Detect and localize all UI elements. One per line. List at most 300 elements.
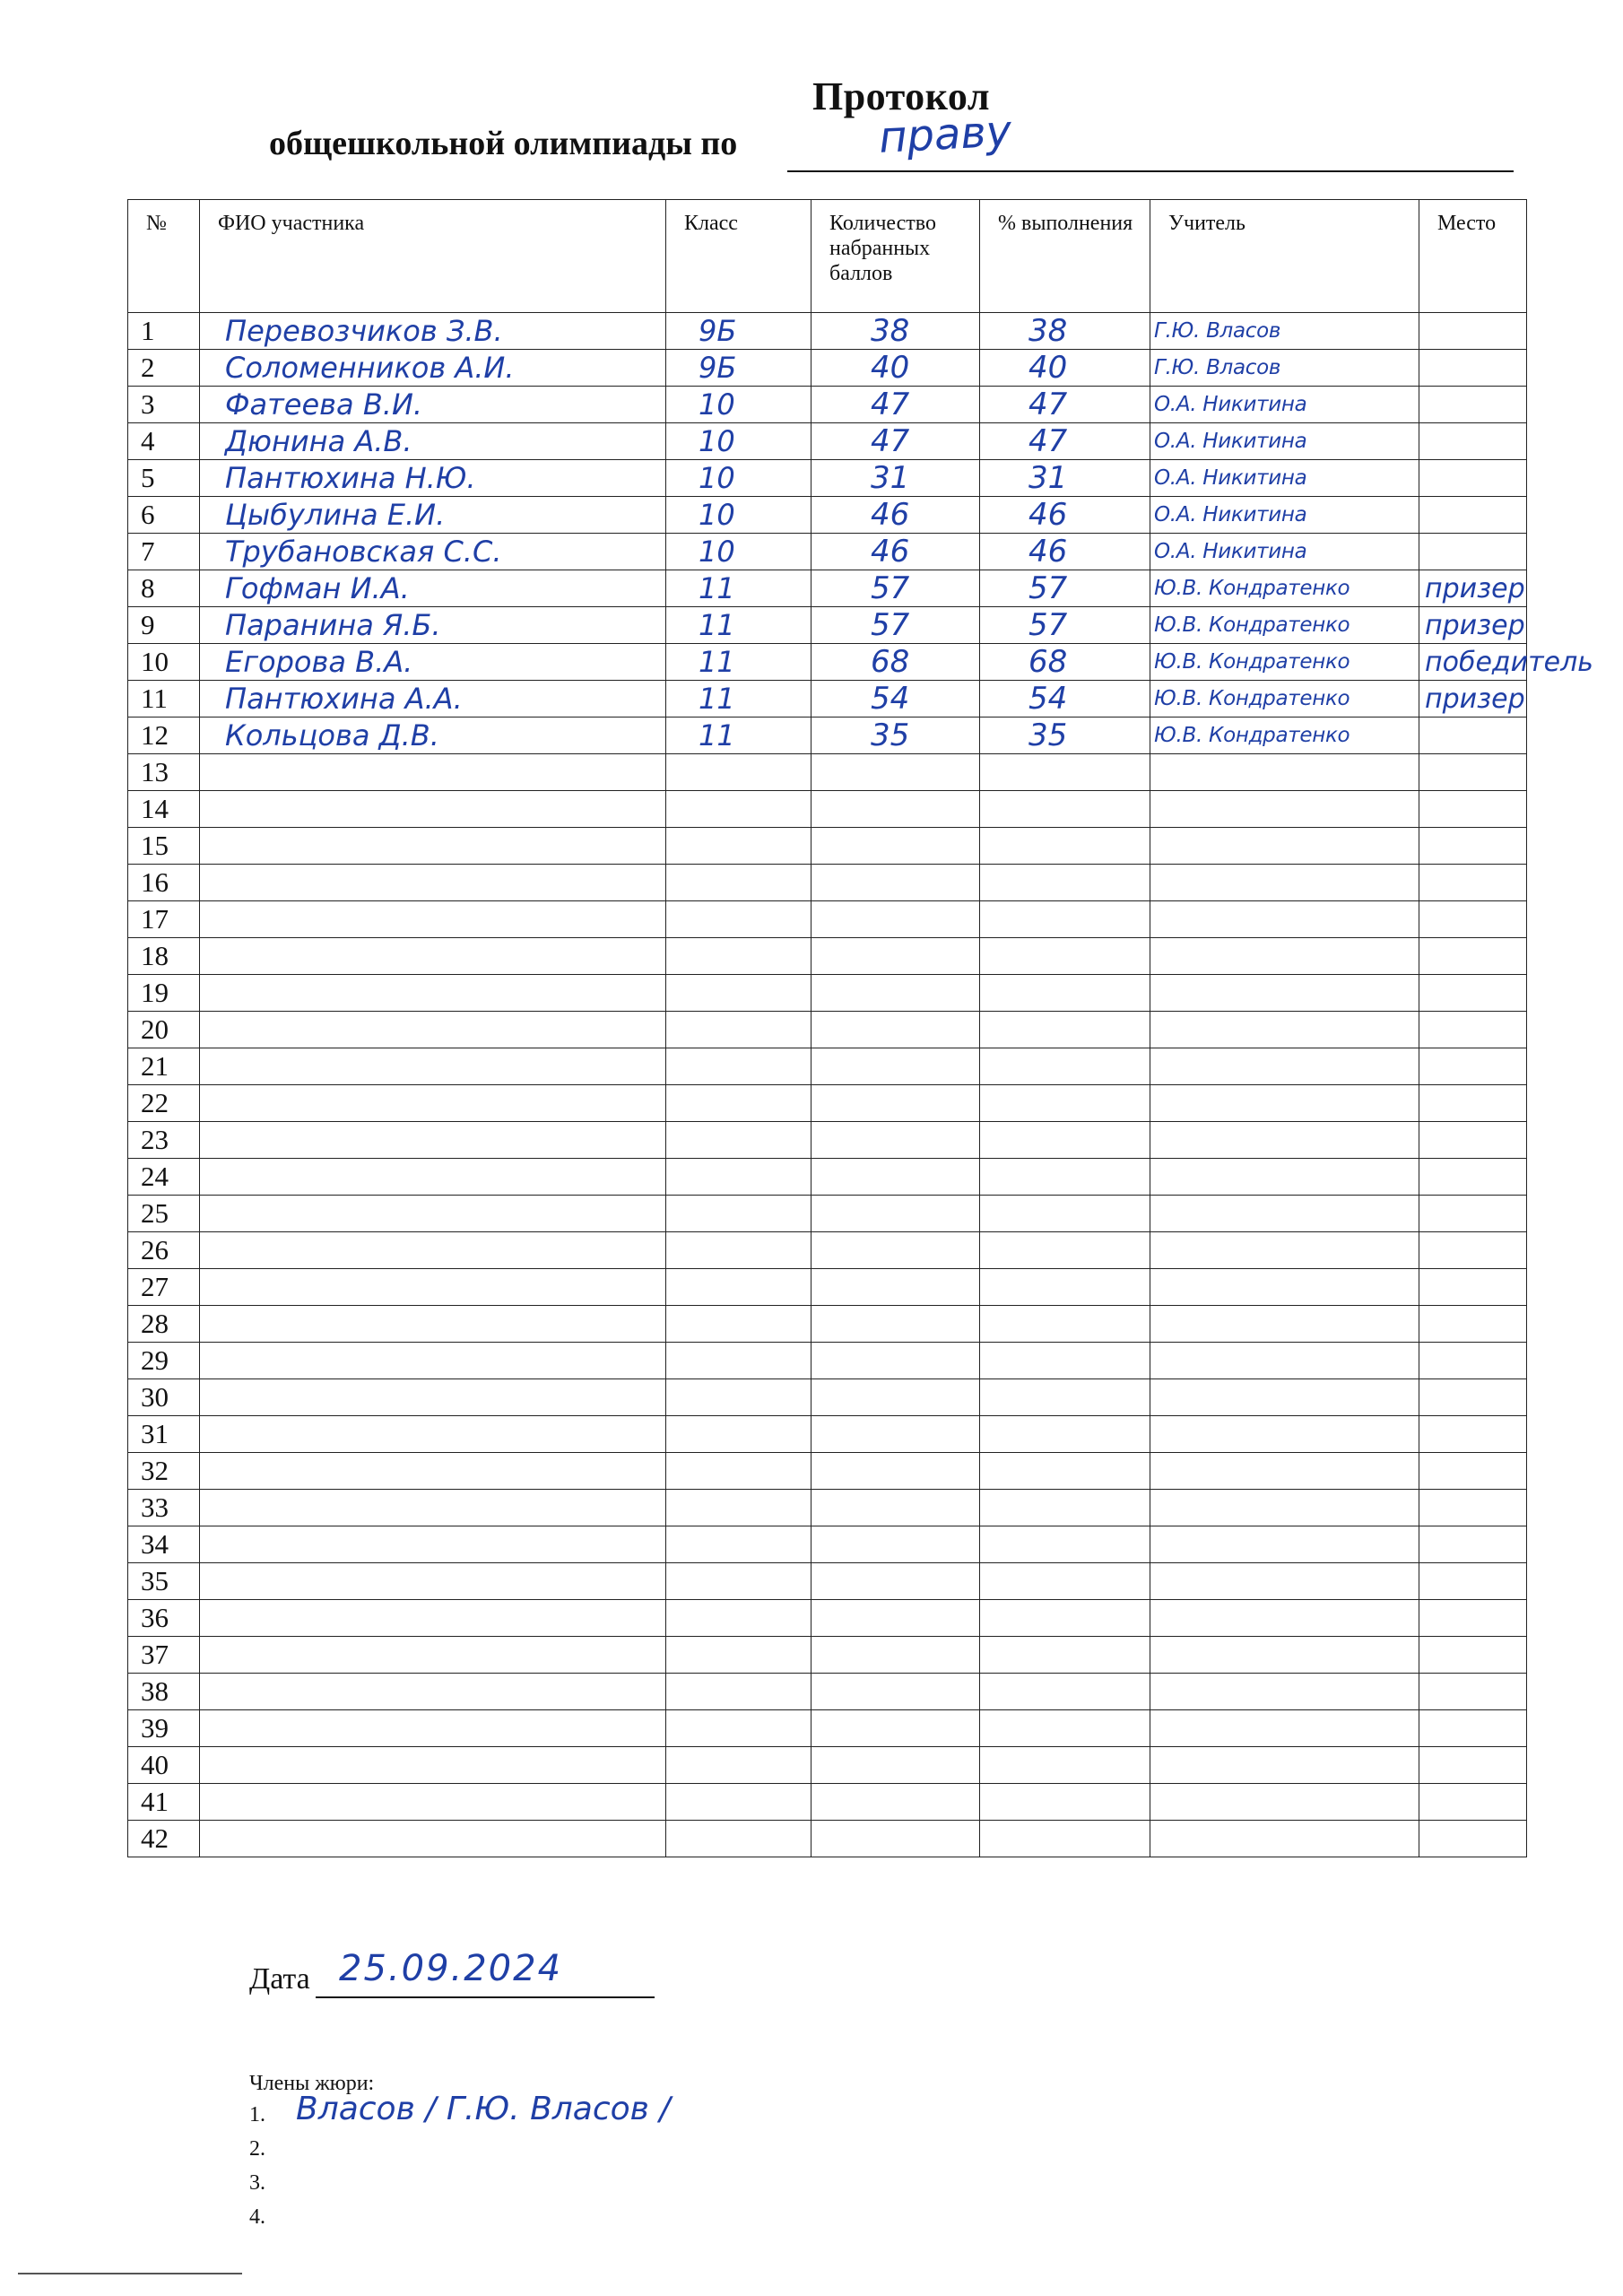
cell-teacher <box>1150 1563 1419 1600</box>
cell-class <box>666 1012 812 1048</box>
cell-place <box>1419 1379 1527 1416</box>
cell-percent: 35 <box>980 718 1150 754</box>
table-row <box>128 1085 1527 1122</box>
cell-name <box>200 1453 666 1490</box>
cell-percent: 47 <box>980 423 1150 460</box>
cell-name: Трубановская С.С. <box>200 534 666 570</box>
table-row <box>128 1269 1527 1306</box>
cell-percent <box>980 828 1150 865</box>
cell-score <box>812 1012 980 1048</box>
cell-name <box>200 791 666 828</box>
cell-teacher <box>1150 975 1419 1012</box>
jury-member-signature: Власов / Г.Ю. Власов / <box>296 2091 671 2127</box>
cell-place <box>1419 1232 1527 1269</box>
cell-name <box>200 1637 666 1674</box>
cell-percent: 54 <box>980 681 1150 718</box>
cell-class: 9Б <box>666 350 812 387</box>
cell-teacher <box>1150 1048 1419 1085</box>
table-row <box>128 644 1527 681</box>
cell-score: 46 <box>812 497 980 534</box>
cell-percent: 46 <box>980 534 1150 570</box>
table-row <box>128 938 1527 975</box>
header-teacher: Учитель <box>1150 200 1419 313</box>
cell-number: 19 <box>128 975 200 1012</box>
cell-teacher <box>1150 1710 1419 1747</box>
table-row <box>128 423 1527 460</box>
cell-name <box>200 754 666 791</box>
cell-class: 11 <box>666 644 812 681</box>
header-number: № <box>128 200 200 313</box>
cell-name: Пантюхина А.А. <box>200 681 666 718</box>
cell-place <box>1419 901 1527 938</box>
cell-place <box>1419 791 1527 828</box>
cell-name <box>200 1526 666 1563</box>
cell-teacher <box>1150 1747 1419 1784</box>
cell-name: Кольцова Д.В. <box>200 718 666 754</box>
cell-name <box>200 1600 666 1637</box>
table-row <box>128 1637 1527 1674</box>
cell-place <box>1419 1637 1527 1674</box>
cell-name: Соломенников А.И. <box>200 350 666 387</box>
cell-name <box>200 1232 666 1269</box>
document-title: Протокол <box>812 74 991 118</box>
cell-number: 30 <box>128 1379 200 1416</box>
subject-value: праву <box>877 106 1013 163</box>
cell-teacher <box>1150 1490 1419 1526</box>
cell-class <box>666 1563 812 1600</box>
cell-class <box>666 1306 812 1343</box>
cell-teacher <box>1150 1526 1419 1563</box>
cell-number: 34 <box>128 1526 200 1563</box>
cell-place: победитель <box>1419 644 1527 681</box>
cell-teacher <box>1150 1196 1419 1232</box>
table-row <box>128 1379 1527 1416</box>
cell-place <box>1419 1784 1527 1821</box>
table-row <box>128 1012 1527 1048</box>
cell-score: 47 <box>812 387 980 423</box>
cell-teacher <box>1150 1821 1419 1857</box>
cell-class <box>666 1821 812 1857</box>
cell-percent <box>980 1784 1150 1821</box>
cell-number: 11 <box>128 681 200 718</box>
cell-score <box>812 1784 980 1821</box>
table-row <box>128 460 1527 497</box>
subject-line <box>269 106 1524 172</box>
table-row <box>128 865 1527 901</box>
table-row <box>128 387 1527 423</box>
cell-percent <box>980 1600 1150 1637</box>
date-underline <box>316 1996 655 1998</box>
cell-place <box>1419 1453 1527 1490</box>
cell-place <box>1419 1048 1527 1085</box>
cell-teacher: О.А. Никитина <box>1150 387 1419 423</box>
cell-teacher <box>1150 1012 1419 1048</box>
table-row <box>128 534 1527 570</box>
header-place: Место <box>1419 200 1527 313</box>
cell-name <box>200 1784 666 1821</box>
cell-place <box>1419 1159 1527 1196</box>
cell-percent <box>980 1085 1150 1122</box>
cell-score <box>812 1269 980 1306</box>
table-row <box>128 497 1527 534</box>
table-row <box>128 1490 1527 1526</box>
cell-score: 54 <box>812 681 980 718</box>
cell-number: 13 <box>128 754 200 791</box>
cell-number: 23 <box>128 1122 200 1159</box>
cell-place <box>1419 1526 1527 1563</box>
footer-line <box>18 2273 242 2274</box>
cell-place <box>1419 1122 1527 1159</box>
cell-teacher <box>1150 1379 1419 1416</box>
cell-score: 31 <box>812 460 980 497</box>
cell-name <box>200 938 666 975</box>
cell-teacher <box>1150 1637 1419 1674</box>
cell-number: 4 <box>128 423 200 460</box>
cell-teacher <box>1150 828 1419 865</box>
cell-name <box>200 1710 666 1747</box>
cell-percent <box>980 1747 1150 1784</box>
cell-teacher <box>1150 865 1419 901</box>
cell-score <box>812 1637 980 1674</box>
table-row <box>128 828 1527 865</box>
cell-score: 46 <box>812 534 980 570</box>
cell-place <box>1419 1343 1527 1379</box>
cell-percent: 47 <box>980 387 1150 423</box>
cell-teacher <box>1150 901 1419 938</box>
cell-teacher: О.А. Никитина <box>1150 534 1419 570</box>
cell-name <box>200 975 666 1012</box>
cell-name <box>200 1563 666 1600</box>
cell-teacher: Ю.В. Кондратенко <box>1150 570 1419 607</box>
cell-number: 1 <box>128 313 200 350</box>
cell-teacher <box>1150 1159 1419 1196</box>
header-score: Количество набранных баллов <box>812 200 980 313</box>
cell-place <box>1419 1012 1527 1048</box>
cell-teacher: О.А. Никитина <box>1150 497 1419 534</box>
cell-place: призер <box>1419 570 1527 607</box>
cell-score: 57 <box>812 607 980 644</box>
cell-number: 33 <box>128 1490 200 1526</box>
table-row <box>128 607 1527 644</box>
cell-number: 15 <box>128 828 200 865</box>
cell-place <box>1419 350 1527 387</box>
cell-percent: 40 <box>980 350 1150 387</box>
cell-teacher <box>1150 1674 1419 1710</box>
cell-class: 11 <box>666 607 812 644</box>
cell-number: 27 <box>128 1269 200 1306</box>
cell-number: 36 <box>128 1600 200 1637</box>
table-row <box>128 1232 1527 1269</box>
cell-class <box>666 1674 812 1710</box>
cell-place <box>1419 1600 1527 1637</box>
cell-number: 28 <box>128 1306 200 1343</box>
cell-score <box>812 865 980 901</box>
cell-number: 32 <box>128 1453 200 1490</box>
table-body <box>128 313 1593 1857</box>
cell-percent <box>980 865 1150 901</box>
cell-name: Гофман И.А. <box>200 570 666 607</box>
cell-place <box>1419 534 1527 570</box>
cell-number: 35 <box>128 1563 200 1600</box>
date-label: Дата <box>249 1962 310 1996</box>
cell-teacher <box>1150 1600 1419 1637</box>
cell-teacher: Ю.В. Кондратенко <box>1150 718 1419 754</box>
cell-percent: 31 <box>980 460 1150 497</box>
cell-percent <box>980 1048 1150 1085</box>
header-percent: % выполнения <box>980 200 1150 313</box>
cell-number: 14 <box>128 791 200 828</box>
cell-number: 22 <box>128 1085 200 1122</box>
cell-number: 41 <box>128 1784 200 1821</box>
cell-name: Фатеева В.И. <box>200 387 666 423</box>
cell-class <box>666 828 812 865</box>
cell-class <box>666 938 812 975</box>
cell-place <box>1419 1747 1527 1784</box>
cell-score: 47 <box>812 423 980 460</box>
cell-teacher <box>1150 1453 1419 1490</box>
cell-score <box>812 1563 980 1600</box>
cell-teacher: Ю.В. Кондратенко <box>1150 644 1419 681</box>
cell-teacher: Г.Ю. Власов <box>1150 313 1419 350</box>
cell-percent <box>980 1196 1150 1232</box>
cell-class: 11 <box>666 681 812 718</box>
cell-name <box>200 1085 666 1122</box>
cell-number: 37 <box>128 1637 200 1674</box>
cell-score <box>812 1453 980 1490</box>
cell-name: Паранина Я.Б. <box>200 607 666 644</box>
cell-name <box>200 1379 666 1416</box>
cell-name <box>200 1821 666 1857</box>
cell-name: Пантюхина Н.Ю. <box>200 460 666 497</box>
cell-name <box>200 1122 666 1159</box>
table-row <box>128 1453 1527 1490</box>
table-row <box>128 1343 1527 1379</box>
cell-number: 18 <box>128 938 200 975</box>
cell-place <box>1419 1563 1527 1600</box>
cell-teacher: Ю.В. Кондратенко <box>1150 607 1419 644</box>
cell-number: 3 <box>128 387 200 423</box>
cell-place <box>1419 387 1527 423</box>
cell-score <box>812 1122 980 1159</box>
cell-number: 7 <box>128 534 200 570</box>
cell-class <box>666 754 812 791</box>
cell-percent: 68 <box>980 644 1150 681</box>
cell-place: призер <box>1419 607 1527 644</box>
cell-class <box>666 1526 812 1563</box>
cell-score <box>812 1526 980 1563</box>
cell-place <box>1419 1196 1527 1232</box>
cell-class <box>666 1196 812 1232</box>
cell-name <box>200 1306 666 1343</box>
cell-number: 38 <box>128 1674 200 1710</box>
cell-name: Дюнина А.В. <box>200 423 666 460</box>
cell-score <box>812 1674 980 1710</box>
cell-place <box>1419 865 1527 901</box>
table-row <box>128 901 1527 938</box>
cell-teacher: О.А. Никитина <box>1150 423 1419 460</box>
cell-score <box>812 1490 980 1526</box>
cell-teacher <box>1150 1416 1419 1453</box>
cell-score <box>812 1232 980 1269</box>
cell-place <box>1419 1490 1527 1526</box>
cell-percent <box>980 901 1150 938</box>
cell-teacher <box>1150 1306 1419 1343</box>
cell-name <box>200 1674 666 1710</box>
cell-number: 39 <box>128 1710 200 1747</box>
cell-place: призер <box>1419 681 1527 718</box>
cell-percent <box>980 1122 1150 1159</box>
cell-class <box>666 1085 812 1122</box>
cell-class <box>666 1490 812 1526</box>
table-row <box>128 1821 1527 1857</box>
cell-class <box>666 1343 812 1379</box>
cell-percent <box>980 1379 1150 1416</box>
cell-place <box>1419 423 1527 460</box>
cell-number: 8 <box>128 570 200 607</box>
jury-member <box>249 2091 1056 2134</box>
cell-name <box>200 828 666 865</box>
cell-class <box>666 1416 812 1453</box>
cell-percent <box>980 1710 1150 1747</box>
cell-place <box>1419 497 1527 534</box>
cell-percent: 46 <box>980 497 1150 534</box>
table-row <box>128 791 1527 828</box>
cell-name <box>200 1196 666 1232</box>
table-row <box>128 313 1527 350</box>
table-row <box>128 1159 1527 1196</box>
cell-place <box>1419 975 1527 1012</box>
jury-list <box>249 2091 1056 2236</box>
cell-class: 10 <box>666 460 812 497</box>
cell-class: 10 <box>666 423 812 460</box>
cell-number: 16 <box>128 865 200 901</box>
cell-percent <box>980 1526 1150 1563</box>
cell-class <box>666 901 812 938</box>
table-row <box>128 1674 1527 1710</box>
cell-number: 10 <box>128 644 200 681</box>
cell-teacher <box>1150 1343 1419 1379</box>
subject-label: общешкольной олимпиады по <box>269 125 738 162</box>
cell-percent <box>980 1490 1150 1526</box>
cell-percent <box>980 1306 1150 1343</box>
cell-score <box>812 1600 980 1637</box>
table-row <box>128 1196 1527 1232</box>
jury-member <box>249 2202 1056 2236</box>
table-row <box>128 1048 1527 1085</box>
cell-score <box>812 1379 980 1416</box>
cell-class: 9Б <box>666 313 812 350</box>
cell-place <box>1419 1416 1527 1453</box>
cell-percent <box>980 1012 1150 1048</box>
jury-member-number: 3. <box>249 2171 265 2195</box>
cell-teacher: О.А. Никитина <box>1150 460 1419 497</box>
cell-score: 38 <box>812 313 980 350</box>
cell-class: 11 <box>666 570 812 607</box>
cell-number: 5 <box>128 460 200 497</box>
jury-block <box>249 2072 1056 2236</box>
cell-class <box>666 1159 812 1196</box>
cell-place <box>1419 1085 1527 1122</box>
cell-percent <box>980 1269 1150 1306</box>
protocol-table <box>127 199 1593 1857</box>
jury-member-number: 4. <box>249 2205 265 2229</box>
cell-place <box>1419 1306 1527 1343</box>
cell-percent <box>980 1232 1150 1269</box>
table-row <box>128 570 1527 607</box>
cell-place <box>1419 1710 1527 1747</box>
cell-name <box>200 865 666 901</box>
jury-member-number: 1. <box>249 2103 265 2126</box>
table-row <box>128 754 1527 791</box>
cell-number: 9 <box>128 607 200 644</box>
cell-name <box>200 1490 666 1526</box>
table-row <box>128 1416 1527 1453</box>
cell-percent <box>980 754 1150 791</box>
cell-name <box>200 1048 666 1085</box>
cell-number: 2 <box>128 350 200 387</box>
cell-score <box>812 938 980 975</box>
cell-percent <box>980 938 1150 975</box>
cell-score: 57 <box>812 570 980 607</box>
table-row <box>128 1600 1527 1637</box>
cell-class <box>666 865 812 901</box>
cell-score <box>812 975 980 1012</box>
cell-percent: 57 <box>980 607 1150 644</box>
cell-place <box>1419 938 1527 975</box>
cell-class: 10 <box>666 534 812 570</box>
cell-name <box>200 1012 666 1048</box>
cell-place <box>1419 313 1527 350</box>
cell-score <box>812 1196 980 1232</box>
table-row <box>128 1710 1527 1747</box>
date-block <box>249 1948 787 2007</box>
cell-score: 40 <box>812 350 980 387</box>
cell-class <box>666 1048 812 1085</box>
cell-class <box>666 1122 812 1159</box>
cell-name <box>200 901 666 938</box>
cell-class <box>666 1600 812 1637</box>
cell-number: 24 <box>128 1159 200 1196</box>
cell-place <box>1419 1821 1527 1857</box>
cell-number: 40 <box>128 1747 200 1784</box>
cell-place <box>1419 718 1527 754</box>
cell-score <box>812 901 980 938</box>
jury-member <box>249 2134 1056 2168</box>
subject-underline <box>787 170 1514 172</box>
cell-score <box>812 791 980 828</box>
cell-place <box>1419 460 1527 497</box>
cell-class: 10 <box>666 387 812 423</box>
cell-score <box>812 1821 980 1857</box>
cell-percent <box>980 1563 1150 1600</box>
cell-class <box>666 1710 812 1747</box>
table-header-row <box>128 200 1527 313</box>
cell-number: 21 <box>128 1048 200 1085</box>
table-row <box>128 718 1527 754</box>
cell-score <box>812 1343 980 1379</box>
header-class: Класс <box>666 200 812 313</box>
cell-score <box>812 1159 980 1196</box>
cell-percent <box>980 975 1150 1012</box>
table-row <box>128 1747 1527 1784</box>
cell-teacher: Ю.В. Кондратенко <box>1150 681 1419 718</box>
cell-class <box>666 975 812 1012</box>
cell-teacher <box>1150 1085 1419 1122</box>
table-row <box>128 681 1527 718</box>
cell-class: 11 <box>666 718 812 754</box>
cell-number: 25 <box>128 1196 200 1232</box>
cell-score <box>812 1085 980 1122</box>
